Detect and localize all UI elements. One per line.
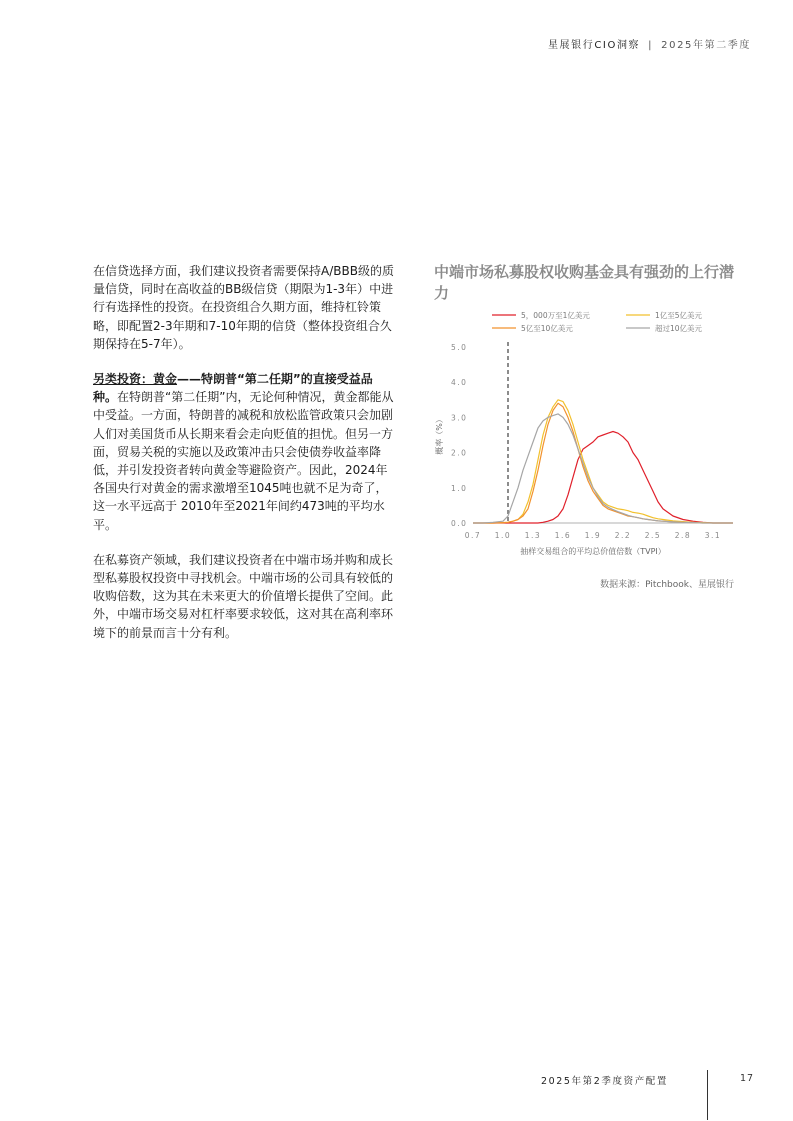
x-tick-label: 3.1 xyxy=(704,531,722,540)
gold-lead-underlined: 另类投资：黄金 xyxy=(93,372,178,387)
chart-series xyxy=(473,400,733,523)
x-tick-label: 1.0 xyxy=(494,531,512,540)
y-axis-title: 概率（%） xyxy=(435,415,444,455)
y-tick-label: 5.0 xyxy=(451,343,468,352)
y-tick-label: 2.0 xyxy=(451,448,468,458)
header-period: 2025年第二季度 xyxy=(661,40,751,51)
y-tick-label: 4.0 xyxy=(451,378,468,388)
y-tick-label: 3.0 xyxy=(451,413,468,423)
header-title: 星展银行CIO洞察 xyxy=(547,40,641,51)
x-axis-title: 抽样交易组合的平均总价值倍数（TVPI） xyxy=(520,547,666,556)
legend-label: 5亿至10亿美元 xyxy=(521,324,573,333)
x-tick-label: 1.9 xyxy=(584,531,602,540)
y-tick-label: 0.0 xyxy=(451,519,468,528)
page-number: 17 xyxy=(740,1073,755,1084)
legend-label: 1亿至5亿美元 xyxy=(655,311,703,320)
y-tick-label: 1.0 xyxy=(451,483,468,493)
x-tick-label: 2.2 xyxy=(614,531,632,540)
series-line xyxy=(473,414,733,523)
legend-label: 5，000万至1亿美元 xyxy=(521,311,590,320)
paragraph-private-assets: 在私募资产领域，我们建议投资者在中端市场并购和成长型私募股权投资中寻找机会。中端市场的公司具有较低的收购倍数，这为其在未来更大的价值增长提供了空间。此外，中端市场交易对杠杆率要求较低，这对其在高利率环境下的前景而言十分有利。 xyxy=(93,552,394,640)
tvpi-distribution-chart xyxy=(430,305,740,565)
paragraph-credit: 在信贷选择方面，我们建议投资者需要保持A/BBB级的质量信贷，同时在高收益的BB级信贷（期限为1-3年）中进行有选择性的投资。在投资组合久期方面，维持杠铃策略，即配置2-3年期和7-10年期的信贷（整体投资组合久期保持在5-7年）。 xyxy=(93,264,394,351)
footer-divider xyxy=(707,1070,708,1120)
page-header xyxy=(548,36,751,51)
chart-title: 中端市场私募股权收购基金具有强劲的上行潜力 xyxy=(434,263,735,302)
gold-lead-rest: ——特朗普“第二任期”的直接受益品种。 xyxy=(93,372,373,405)
x-tick-label: 0.7 xyxy=(464,531,482,540)
paragraph-gold xyxy=(93,370,395,534)
footer-label: 2025年第2季度资产配置 xyxy=(540,1076,668,1087)
legend-label: 超过10亿美元 xyxy=(655,324,703,333)
x-tick-label: 1.3 xyxy=(524,531,542,540)
series-line xyxy=(473,432,733,524)
x-tick-label: 1.6 xyxy=(554,531,572,540)
chart-legend xyxy=(492,310,703,333)
x-tick-label: 2.5 xyxy=(644,531,662,540)
x-tick-label: 2.8 xyxy=(674,531,692,540)
header-separator: | xyxy=(648,40,654,51)
gold-body: 在特朗普“第二任期”内，无论何种情况，黄金都能从中受益。一方面，特朗普的减税和放松监管政策只会加剧人们对美国货币从长期来看会走向贬值的担忧。但另一方面，贸易关税的实施以及政策冲击只会使债券收益率降低，并引发投资者转向黄金等避险资产。因此，2024年各国央行对黄金的需求激增至1045吨也就不足为奇了，这一水平远高于 2010年至2021年间约473吨的平均水平。 xyxy=(93,390,394,532)
chart-source: 数据来源：Pitchbook、星展银行 xyxy=(600,580,734,590)
body-text-column xyxy=(93,262,395,659)
